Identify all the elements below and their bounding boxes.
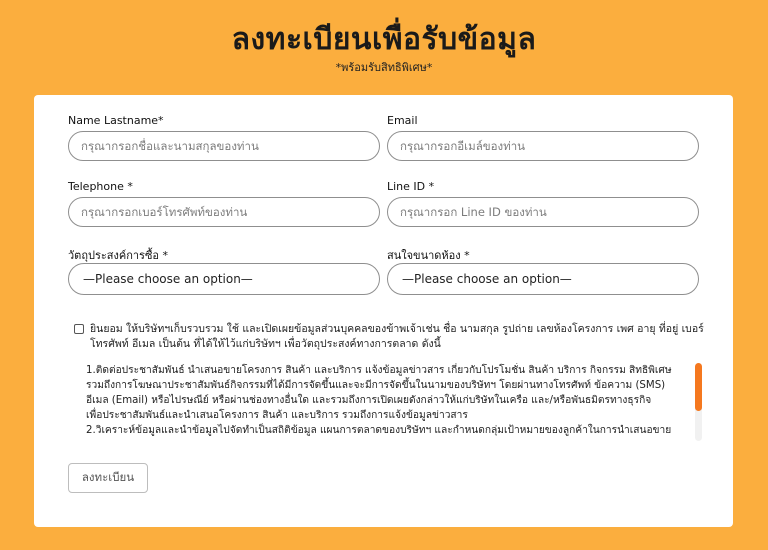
line-id-label: Line ID * [387,180,435,193]
terms-text [86,363,706,438]
page-header [0,0,768,92]
terms-line: เพื่อประชาสัมพันธ์และนำเสนอโครงการ สินค้า และบริการ รวมถึงการแจ้งข้อมูลข่าวสาร [86,410,468,421]
room-size-label: สนใจขนาดห้อง * [387,249,470,262]
register-button[interactable]: ลงทะเบียน [68,463,148,493]
telephone-input[interactable] [68,197,380,227]
consent-checkbox[interactable] [74,324,84,334]
registration-form [34,95,733,527]
terms-scroll-box[interactable] [86,363,706,443]
page-title: ลงทะเบียนเพื่อรับข้อมูล [231,22,537,57]
terms-line: 1.ติดต่อประชาสัมพันธ์ นำเสนอขายโครงการ สินค้า และบริการ แจ้งข้อมูลข่าวสาร เกี่ยวกับโปรโมชั่น สินค้า บริการ กิจกรรม สิทธิพิเศษ [86,365,672,376]
email-input[interactable] [387,131,699,161]
telephone-label: Telephone * [68,180,133,193]
consent-text: ยินยอม ให้บริษัทฯเก็บรวบรวม ใช้ และเปิดเผยข้อมูลส่วนบุคคลของข้าพเจ้าเช่น ชื่อ นามสกุล รูปถ่าย เลขห้องโครงการ เพศ อายุ ที่อยู่ เบอร์โทรศัพท์ อีเมล เป็นต้น ที่ได้ให้ไว้แก่บริษัทฯ เพื่อวัตถุประสงค์ทางการตลาด ดังนี้ [90,323,704,350]
line-id-input[interactable] [387,197,699,227]
page-subtitle: *พร้อมรับสิทธิพิเศษ* [335,61,433,74]
name-input[interactable] [68,131,380,161]
name-label: Name Lastname* [68,114,164,127]
purpose-select[interactable]: —Please choose an option— [68,263,380,295]
terms-scrollbar[interactable] [695,363,702,441]
terms-line: รวมถึงการโฆษณาประชาสัมพันธ์กิจกรรมที่ได้มีการจัดขึ้นและจะมีการจัดขึ้นในนามของบริษัทฯ โดยผ่านทางโทรศัพท์ ข้อความ (SMS) [86,380,666,391]
purpose-label: วัตถุประสงค์การซื้อ * [68,249,169,262]
terms-line: 2.วิเคราะห์ข้อมูลและนำข้อมูลไปจัดทำเป็นสถิติข้อมูล แผนการตลาดของบริษัทฯ และกำหนดกลุ่มเป้าหมายของลูกค้าในการนำเสนอขาย [86,425,672,436]
email-label: Email [387,114,418,127]
room-size-select[interactable]: —Please choose an option— [387,263,699,295]
terms-scroll-thumb[interactable] [695,363,702,411]
terms-line: อีเมล (Email) หรือไปรษณีย์ หรือผ่านช่องทางอื่นใด และรวมถึงการเปิดเผยดังกล่าวให้แก่บริษัทในเครือ และ/หรือพันธมิตรทางธุรกิจ [86,395,652,406]
